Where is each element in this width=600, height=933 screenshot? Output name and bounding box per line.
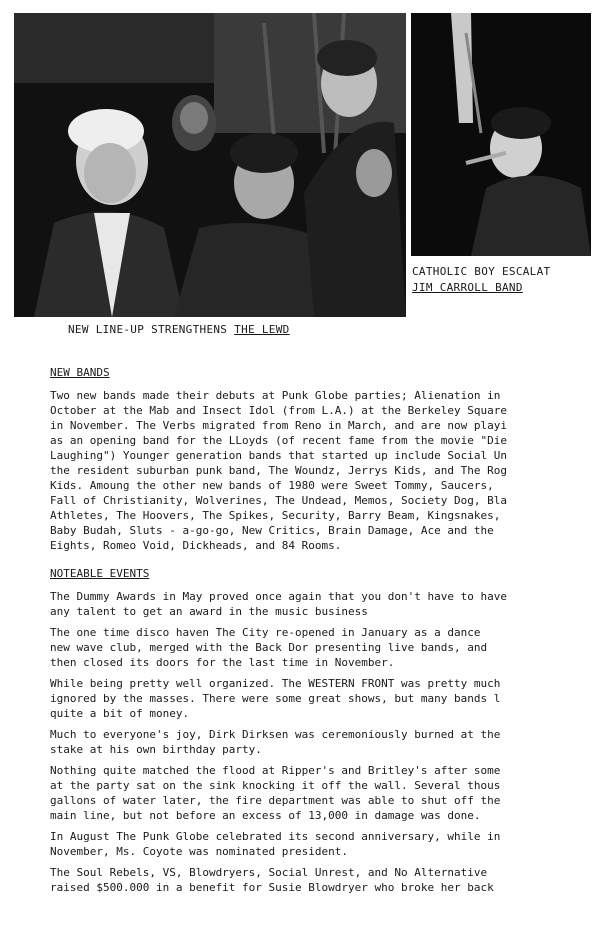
- article-body: [50, 366, 600, 901]
- photo-caption-right: [412, 264, 550, 296]
- new-bands-heading: NEW BANDS: [50, 366, 110, 379]
- caption-right-line2: JIM CARROLL BAND: [412, 281, 523, 294]
- caption-right-line1: CATHOLIC BOY ESCALAT: [412, 265, 551, 278]
- caption-left-prefix: NEW LINE-UP STRENGTHENS: [68, 323, 235, 336]
- new-bands-paragraph: Two new bands made their debuts at Punk Globe parties; Alienation in October at the Mab and Insect Idol (from L.A.) at the Berkeley Square in November. The Verbs migrated from Reno in March, and are now playi as an opening band for the LLoyds (of recent fame from the movie "Die Laughing") Younger generation bands that started up include Social Un the resident suburban punk band, The Woundz, Jerrys Kids, and The Rog Kids. Amoung the other new bands of 1980 were Sweet Tommy, Saucers, Fall of Christianity, Wolverines, The Undead, Memos, Society Dog, Bla Athletes, The Hoovers, The Spikes, Security, Barry Beam, Kingsnakes, Baby Budah, Sluts - a-go-go, New Critics, Brain Damage, Ace and the Eights, Romeo Void, Dickheads, and 84 Rooms.: [50, 389, 507, 552]
- photo-caption-left: [68, 322, 290, 338]
- band-photo-jim-carroll: [411, 13, 591, 256]
- event-paragraph-benefit: The Soul Rebels, VS, Blowdryers, Social Unrest, and No Alternative raised $500.000 in a benefit for Susie Blowdryer who broke her back: [50, 866, 494, 894]
- caption-left-band: THE LEWD: [234, 323, 290, 336]
- event-paragraph-punk-globe: In August The Punk Globe celebrated its second anniversary, while in November, Ms. Coyote was nominated president.: [50, 830, 501, 858]
- notable-events-heading: NOTEABLE EVENTS: [50, 567, 150, 580]
- event-paragraph-dummy-awards: The Dummy Awards in May proved once again that you don't have to have any talent to get an award in the music business: [50, 590, 507, 618]
- event-paragraph-western-front: While being pretty well organized. The WESTERN FRONT was pretty much ignored by the masses. There were some great shows, but many bands l quite a bit of money.: [50, 677, 501, 720]
- event-paragraph-the-city: The one time disco haven The City re-opened in January as a dance new wave club, merged with the Back Dor presenting live bands, and then closed its doors for the last time in November.: [50, 626, 488, 669]
- event-paragraph-dirk-dirksen: Much to everyone's joy, Dirk Dirksen was ceremoniously burned at the stake at his own birthday party.: [50, 728, 501, 756]
- event-paragraph-flood: Nothing quite matched the flood at Ripper's and Britley's after some at the party sat on the sink knocking it off the wall. Several thous gallons of water later, the fire department was able to shut off the main line, but not before an excess of 13,000 in damage was done.: [50, 764, 501, 822]
- band-photo-the-lewd: [14, 13, 406, 317]
